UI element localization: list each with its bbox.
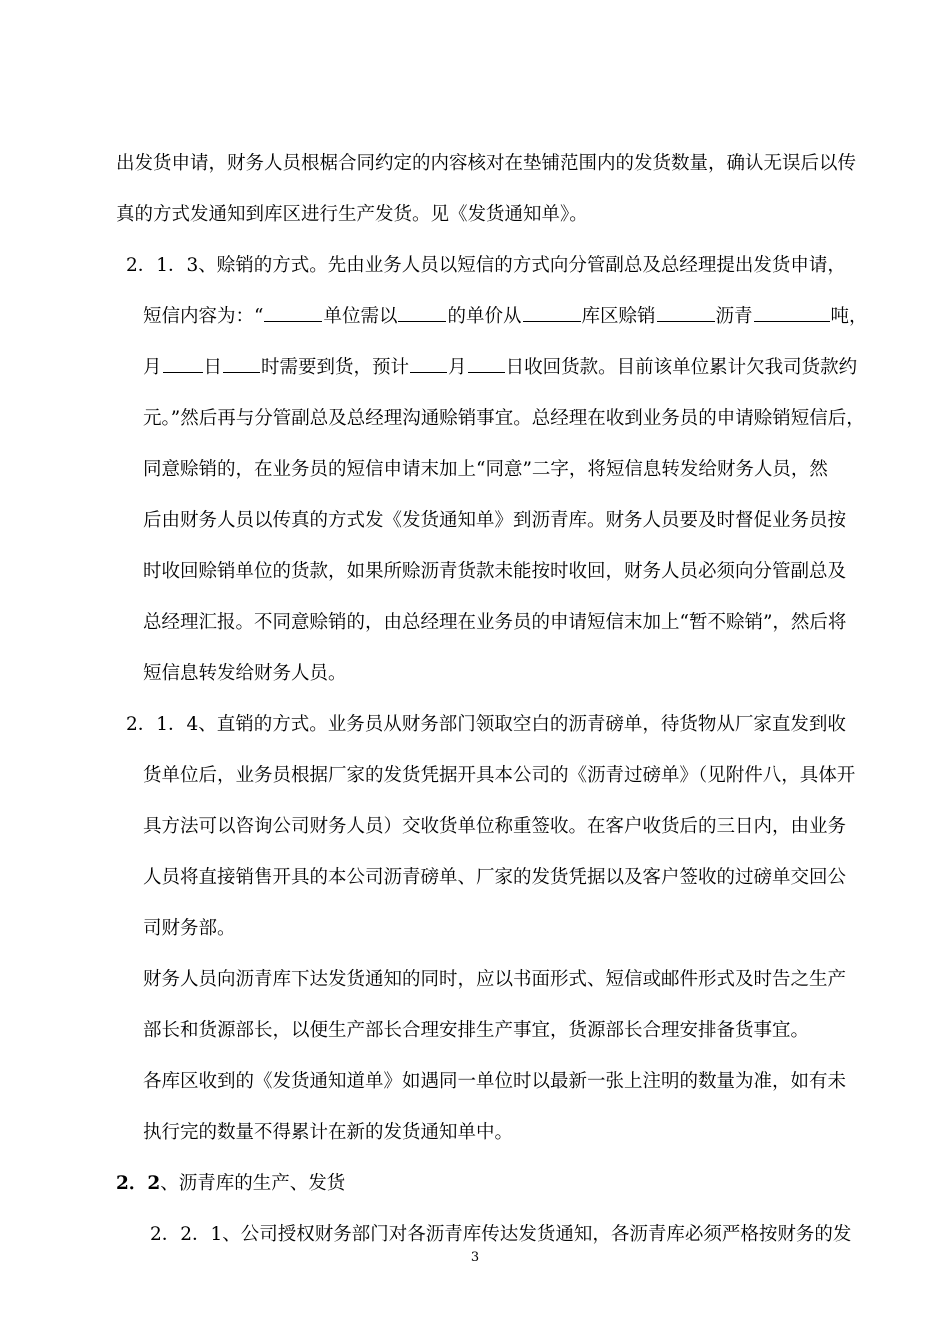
paragraph-line: 元。”然后再与分管副总及总经理沟通赊销事宜。总经理在收到业务员的申请赊销短信后， <box>143 408 865 429</box>
sms-text: 吨， <box>830 306 868 327</box>
paragraph-line: 出发货申请，财务人员根椐合同约定的内容核对在垫铺范围内的发货数量，确认无误后以传 <box>116 153 857 174</box>
blank-unit-name <box>264 305 322 322</box>
paragraph-line: 各库区收到的《发货通知道单》如遇同一单位时以最新一张上注明的数量为准，如有未 <box>143 1071 847 1092</box>
blank-tonnage <box>754 305 830 322</box>
section-2-1-4-heading-line: 2．1．4、直销的方式。业务员从财务部门领取空白的沥青磅单，待货物从厂家直发到收 <box>126 714 846 735</box>
page-number: 3 <box>470 1250 480 1265</box>
blank-month <box>163 356 203 373</box>
section-2-2-1-heading-line: 2．2．1、公司授权财务部门对各沥青库传达发货通知，各沥青库必须严格按财务的发 <box>150 1224 852 1245</box>
paragraph-line: 短信息转发给财务人员。 <box>143 663 347 684</box>
blank-depot <box>523 305 581 322</box>
paragraph-line: 执行完的数量不得累计在新的发货通知单中。 <box>143 1122 514 1143</box>
sms-text: 日 <box>203 357 223 378</box>
sms-text: 单位需以 <box>323 306 398 327</box>
sms-text: 时需要到货，预计 <box>261 357 410 378</box>
sms-text: 沥青 <box>715 306 753 327</box>
paragraph-line: 时收回赊销单位的货款，如果所赊沥青货款未能按时收回，财务人员必须向分管副总及 <box>143 561 847 582</box>
blank-return-month <box>410 356 447 373</box>
paragraph-line: 司财务部。 <box>143 918 236 939</box>
paragraph-line: 人员将直接销售开具的本公司沥青磅单、厂家的发货凭据以及客户签收的过磅单交回公 <box>143 867 847 888</box>
section-number: 2．2 <box>116 1173 161 1194</box>
paragraph-line: 财务人员向沥青库下达发货通知的同时，应以书面形式、短信或邮件形式及时告之生产 <box>143 969 847 990</box>
section-2-1-3-heading-line: 2．1．3、赊销的方式。先由业务人员以短信的方式向分管副总及总经理提出发货申请， <box>126 255 846 276</box>
sms-template-line-1 <box>143 305 868 329</box>
sms-template-line-2 <box>143 356 857 380</box>
blank-unit-price <box>398 305 446 322</box>
paragraph-line: 真的方式发通知到库区进行生产发货。见《发货通知单》。 <box>116 204 588 225</box>
blank-day <box>223 356 260 373</box>
section-2-2-heading <box>116 1172 345 1196</box>
sms-text: 库区赊销 <box>581 306 656 327</box>
sms-text: 月 <box>143 357 162 378</box>
paragraph-line: 后由财务人员以传真的方式发《发货通知单》到沥青库。财务人员要及时督促业务员按 <box>143 510 847 531</box>
sms-text: 日收回货款。目前该单位累计欠我司货款约 <box>505 357 858 378</box>
blank-grade <box>657 305 715 322</box>
paragraph-line: 具方法可以咨询公司财务人员）交收货单位称重签收。在客户收货后的三日内，由业务 <box>143 816 847 837</box>
paragraph-line: 同意赊销的，在业务员的短信申请末加上“同意”二字，将短信息转发给财务人员，然 <box>143 459 828 480</box>
paragraph-line: 货单位后，业务员根据厂家的发货凭据开具本公司的《沥青过磅单》（见附件八，具体开 <box>143 765 856 786</box>
paragraph-line: 总经理汇报。不同意赊销的，由总经理在业务员的申请短信末加上“暂不赊销”，然后将 <box>143 612 847 633</box>
sms-text: 月 <box>448 357 467 378</box>
blank-return-day <box>468 356 505 373</box>
paragraph-line: 部长和货源部长，以便生产部长合理安排生产事宜，货源部长合理安排备货事宜。 <box>143 1020 810 1041</box>
sms-text: 的单价从 <box>447 306 522 327</box>
sms-prefix: 短信内容为：“ <box>143 306 264 327</box>
section-title: 、沥青库的生产、发货 <box>160 1173 346 1194</box>
